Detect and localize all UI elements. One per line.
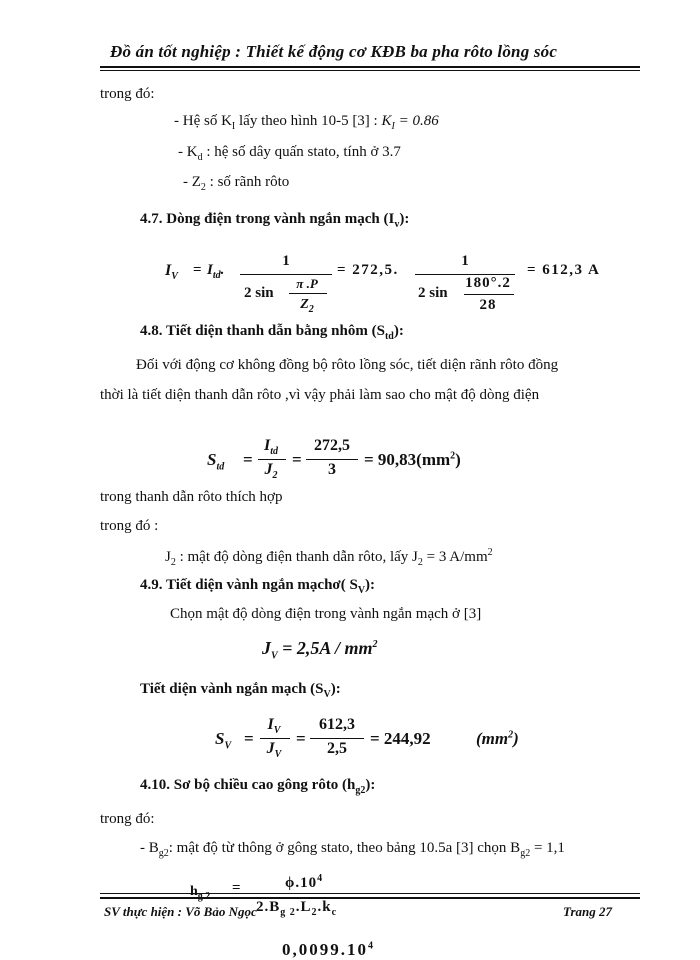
eq-hg-lhs: $h_{g 2}$ <box>190 884 211 902</box>
footer-author: SV thực hiện : Võ Bảo Ngọc <box>104 904 257 919</box>
eq-hg-eq: = <box>232 880 241 896</box>
where-label-2: trong đó : <box>100 518 159 534</box>
page-header-title: Đồ án tốt nghiệp : Thiết kế động cơ KĐB ba pha rôto lồng sóc <box>110 42 558 61</box>
eq-hg-num: $\phi.10^4$ <box>285 873 324 891</box>
eq-iv-den1-num: π .P <box>296 276 318 291</box>
eq-std-num-b: 272,5 <box>314 437 350 454</box>
header-rule-thin <box>100 70 640 71</box>
eq-sv-den-b: 2,5 <box>327 740 347 757</box>
list-item-z2: - $Z_2$ : số rãnh rôto <box>183 174 290 193</box>
eq-sv-bar-b <box>310 738 364 739</box>
eq-sv-bar-a <box>260 738 290 739</box>
eq-std-num-a: $I_{td}$ <box>263 437 278 458</box>
paragraph-line-1: Đối với động cơ không đồng bộ rôto lồng sóc, tiết diện rãnh rôto đồng <box>136 357 559 373</box>
eq-sv-result: = 244,92 <box>370 729 431 748</box>
eq-iv-result: = 612,3 A <box>527 262 601 278</box>
chon-mat-do-line: Chọn mật độ dòng điện trong vành ngắn mạch ở [3] <box>170 606 482 622</box>
eq-sv-lhs: $S_V$ <box>215 729 232 752</box>
eq-hg-continuation: 0,0099.10$^4$ <box>282 940 375 959</box>
footer-rule-thick <box>100 897 640 899</box>
section-heading-4-7: 4.7. Dòng điện trong vành ngắn mạch $(I_v)$: <box>140 211 410 230</box>
eq-iv-den1-sin: 2 sin <box>244 285 274 301</box>
eq-sv-num-a: $I_V$ <box>267 716 281 737</box>
footer-rule-thin <box>100 893 640 894</box>
header-rule-thick <box>100 66 640 68</box>
eq-sv-num-b: 612,3 <box>319 716 355 733</box>
eq-sv-eq: = <box>244 729 254 748</box>
where-label-3: trong đó: <box>100 811 155 827</box>
footer-page-number: Trang 27 <box>563 904 612 919</box>
bg2-definition: - $B_{g2}$: mật độ từ thông ở gông stato, theo bảng 10.5a [3] chọn $B_{g2} = 1,1$ <box>140 840 565 859</box>
eq-iv-num1: 1 <box>282 253 290 269</box>
eq-std-den-a: $J_2$ <box>264 461 278 482</box>
eq-std-eq2: = <box>292 450 302 469</box>
eq-iv-den2-sin: 2 sin <box>418 285 448 301</box>
sub-heading-sv: Tiết diện vành ngắn mạch $(S_V)$: <box>140 681 341 700</box>
eq-std-den-b: 3 <box>328 461 336 478</box>
section-heading-4-9: 4.9. Tiết diện vành ngắn mạchơ( $S_V$): <box>140 577 376 596</box>
paragraph-line-2: thời là tiết diện thanh dẫn rôto ,vì vậy phải làm sao cho mật độ dòng điện <box>100 387 540 403</box>
eq-iv-den2-den: 28 <box>479 297 497 313</box>
eq-iv-num2: 1 <box>461 253 469 269</box>
section-heading-4-10: 4.10. Sơ bộ chiều cao gông rôto $(h_{g2})$: <box>140 777 376 796</box>
j2-definition: $J_2$ : mật độ dòng điện thanh dẫn rôto, lấy $J_2 = 3$ $A/mm^2$ <box>165 547 493 568</box>
eq-std-result: = $90,83(mm^2)$ <box>364 450 461 469</box>
where-label: trong đó: <box>100 86 155 102</box>
paragraph-after-std: trong thanh dẫn rôto thích hợp <box>100 489 283 505</box>
eq-iv-den2-num: 180°.2 <box>465 275 511 291</box>
eq-hg-den: $2.B_{g 2}.L_2.k_c$ <box>256 899 338 918</box>
list-item-kd: - $K_d$ : hệ số dây quấn stato, tính ở 3.7 <box>178 144 401 163</box>
list-item-ki: - Hệ số $K_I$ lấy theo hình 10-5 [3] : $K_I = 0.86$ <box>174 113 439 132</box>
eq-iv-bar1b <box>289 293 327 294</box>
eq-iv-bar1 <box>240 274 332 275</box>
eq-iv-mid: = 272,5. <box>337 262 399 278</box>
eq-iv-bar2b <box>464 294 514 295</box>
eq-iv-itd: $I_{td}$. <box>207 262 225 281</box>
equation-jv: $J_V = 2,5A / mm^2$ <box>262 638 378 662</box>
eq-iv-den1-den: $Z_2$ <box>300 297 314 315</box>
section-heading-4-8: 4.8. Tiết diện thanh dẫn bằng nhôm $(S_{td})$: <box>140 323 404 342</box>
eq-iv-lhs: $I_V$ <box>165 262 178 283</box>
eq-std-lhs: $S_{td}$ <box>207 450 225 473</box>
eq-iv-eq1: = <box>193 262 202 278</box>
eq-std-bar-b <box>306 459 358 460</box>
eq-std-bar-a <box>258 459 286 460</box>
eq-sv-den-a: $J_V$ <box>266 740 282 761</box>
eq-sv-eq2: = <box>296 729 306 748</box>
eq-sv-unit: $(mm^2)$ <box>476 729 519 748</box>
eq-std-eq: = <box>243 450 253 469</box>
